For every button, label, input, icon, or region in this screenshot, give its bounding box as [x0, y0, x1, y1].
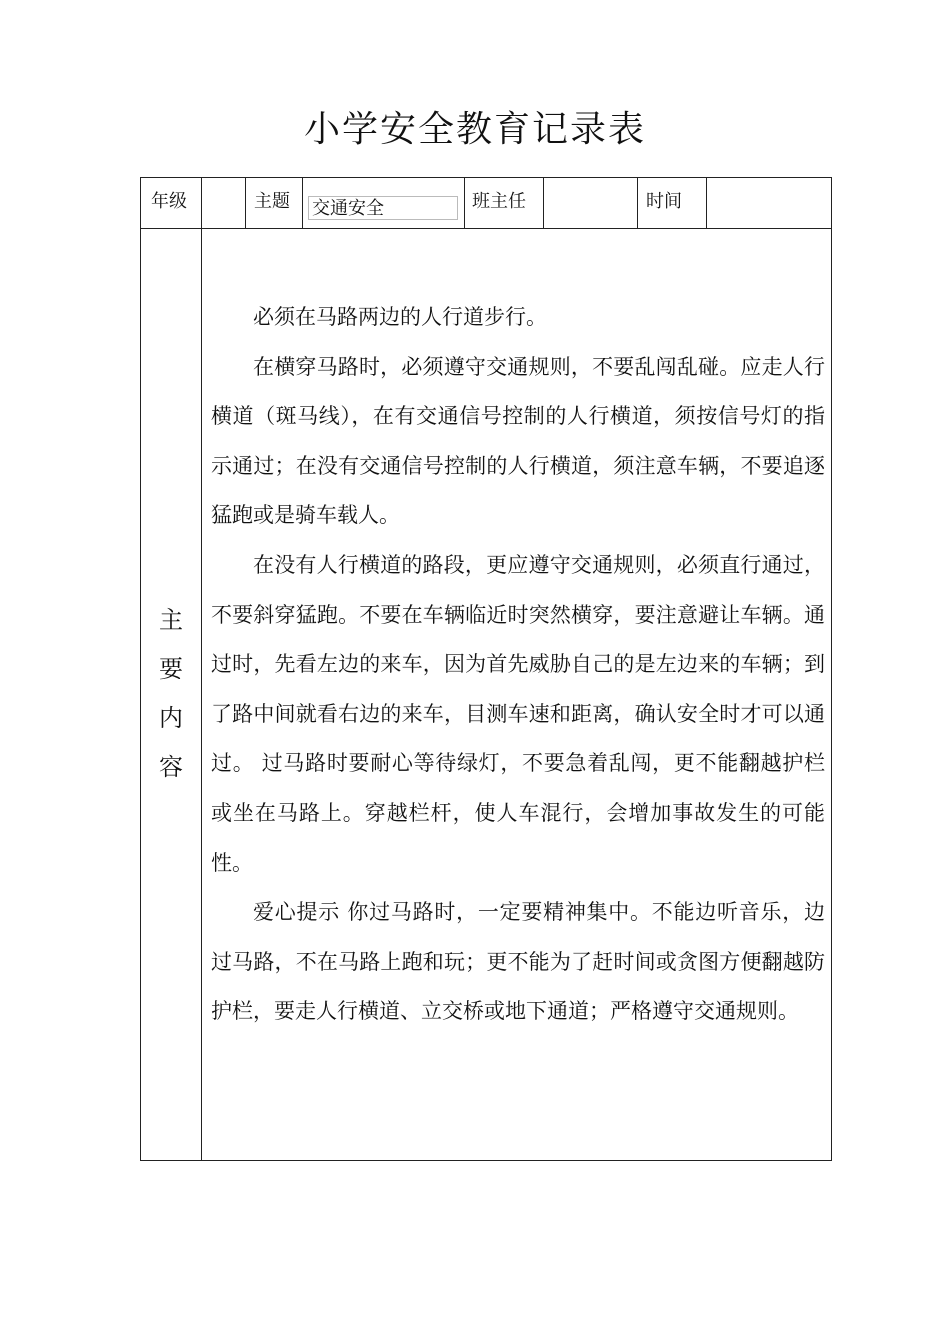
side-char: 要	[159, 655, 183, 683]
divider	[245, 178, 246, 228]
divider	[637, 178, 638, 228]
divider	[543, 178, 544, 228]
side-char: 内	[159, 704, 183, 732]
divider	[141, 228, 831, 229]
content-paragraph: 在横穿马路时，必须遵守交通规则，不要乱闯乱碰。应走人行横道（斑马线），在有交通信号控制的人行横道，须按信号灯的指示通过；在没有交通信号控制的人行横道，须注意车辆，不要追逐猛跑或是骑车载人。	[211, 354, 825, 528]
divider	[706, 178, 707, 228]
side-char: 主	[159, 606, 183, 634]
time-label: 时间	[646, 191, 682, 212]
grade-label: 年级	[151, 191, 187, 212]
main-content-label	[141, 596, 201, 792]
record-table	[140, 177, 832, 1161]
divider	[464, 178, 465, 228]
content-paragraph: 必须在马路两边的人行道步行。	[253, 305, 547, 329]
main-content	[211, 293, 825, 1037]
subject-field[interactable]: 交通安全	[308, 196, 458, 220]
page-title: 小学安全教育记录表	[303, 109, 646, 150]
content-paragraph: 爱心提示 你过马路时，一定要精神集中。不能边听音乐，边过马路，不在马路上跑和玩；更不能为了赶时间或贪图方便翻越防护栏，要走人行横道、立交桥或地下通道；严格遵守交通规则。	[211, 900, 825, 1024]
subject-label: 主题	[254, 191, 290, 212]
side-char: 容	[159, 753, 183, 781]
divider	[302, 178, 303, 228]
divider	[201, 178, 202, 1160]
teacher-label: 班主任	[472, 191, 526, 212]
content-paragraph: 在没有人行横道的路段，更应遵守交通规则，必须直行通过，不要斜穿猛跑。不要在车辆临近时突然横穿，要注意避让车辆。通过时，先看左边的来车，因为首先威胁自己的是左边来的车辆；到了路中间就看右边的来车，目测车速和距离，确认安全时才可以通过。 过马路时要耐心等待绿灯，不要急着乱闯，更不能翻越护栏或坐在马路上。穿越栏杆，使人车混行，会增加事故发生的可能性。	[211, 552, 825, 875]
